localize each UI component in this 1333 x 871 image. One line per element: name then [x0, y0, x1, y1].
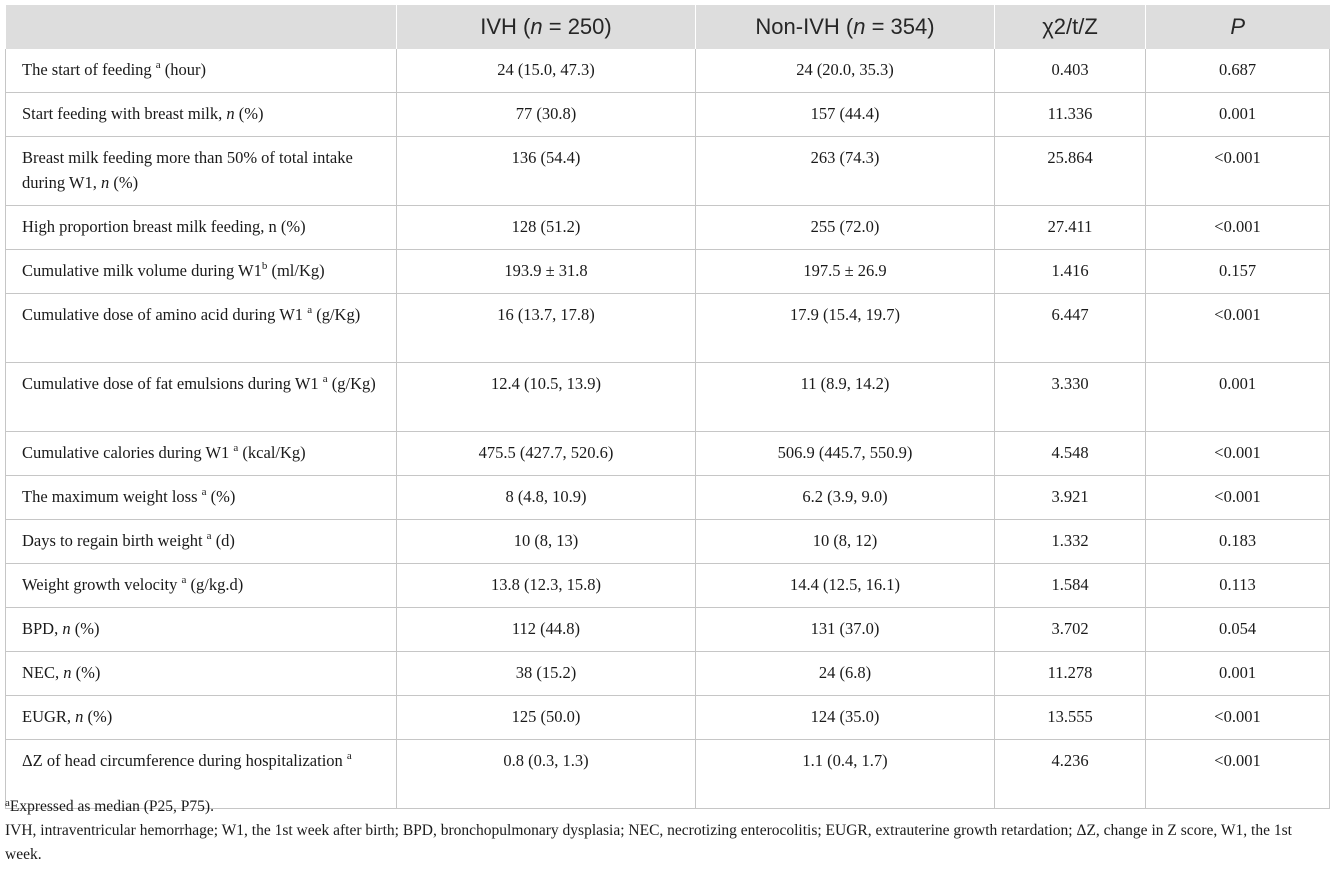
cell-statistic: 13.555	[995, 696, 1146, 740]
row-label	[6, 93, 397, 137]
table-row	[6, 696, 1330, 740]
row-label-part: (%)	[83, 707, 113, 726]
cell-ivh: 475.5 (427.7, 520.6)	[397, 432, 696, 476]
row-label-part: n	[226, 104, 235, 123]
cell-non-ivh: 131 (37.0)	[696, 608, 995, 652]
table-row	[6, 363, 1330, 432]
row-label-part: (%)	[206, 487, 236, 506]
table-row	[6, 432, 1330, 476]
row-label-part: a	[307, 304, 313, 316]
footnote-a: $^a$Expressed as median (P25, P75).	[5, 797, 214, 815]
cell-ivh: 24 (15.0, 47.3)	[397, 49, 696, 93]
cell-p-value: 0.687	[1146, 49, 1330, 93]
row-label-part: Cumulative dose of amino acid during W1	[22, 305, 308, 324]
row-label	[6, 432, 397, 476]
cell-statistic: 3.921	[995, 476, 1146, 520]
cell-statistic: 3.330	[995, 363, 1146, 432]
cell-p-value: <0.001	[1146, 696, 1330, 740]
cell-statistic: 6.447	[995, 294, 1146, 363]
row-label-part: ΔZ of head circumference during hospitalization	[22, 751, 347, 770]
row-label-part: b	[261, 260, 268, 272]
cell-non-ivh: 24 (6.8)	[696, 652, 995, 696]
cell-statistic: 11.278	[995, 652, 1146, 696]
row-label	[6, 137, 397, 206]
cell-ivh: 0.8 (0.3, 1.3)	[397, 740, 696, 809]
cell-ivh: 12.4 (10.5, 13.9)	[397, 363, 696, 432]
table-row	[6, 608, 1330, 652]
table-row	[6, 294, 1330, 363]
row-label-part: BPD,	[22, 619, 63, 638]
cell-ivh: 77 (30.8)	[397, 93, 696, 137]
cell-statistic: 1.584	[995, 564, 1146, 608]
table-row	[6, 49, 1330, 93]
cell-statistic: 4.236	[995, 740, 1146, 809]
row-label	[6, 564, 397, 608]
table-row	[6, 476, 1330, 520]
cell-p-value: 0.054	[1146, 608, 1330, 652]
row-label-part: Cumulative calories during W1	[22, 443, 234, 462]
cell-p-value: 0.113	[1146, 564, 1330, 608]
cell-statistic: 1.332	[995, 520, 1146, 564]
cell-statistic: 4.548	[995, 432, 1146, 476]
cell-ivh: 10 (8, 13)	[397, 520, 696, 564]
cell-non-ivh: 6.2 (3.9, 9.0)	[696, 476, 995, 520]
table-header-row	[6, 5, 1330, 49]
cell-p-value: 0.001	[1146, 93, 1330, 137]
cell-statistic: 27.411	[995, 206, 1146, 250]
row-label	[6, 652, 397, 696]
row-label	[6, 520, 397, 564]
cell-non-ivh: 157 (44.4)	[696, 93, 995, 137]
cell-statistic: 0.403	[995, 49, 1146, 93]
row-label-part: The start of feeding	[22, 60, 156, 79]
table-row	[6, 93, 1330, 137]
row-label	[6, 294, 397, 363]
row-label-part: (%)	[70, 619, 100, 638]
cell-non-ivh: 197.5 ± 26.9	[696, 250, 995, 294]
header-blank	[6, 5, 397, 49]
row-label-part: Weight growth velocity	[22, 575, 182, 594]
table-row	[6, 250, 1330, 294]
row-label-part: a	[181, 574, 187, 586]
cell-ivh: 13.8 (12.3, 15.8)	[397, 564, 696, 608]
row-label-part: (d)	[211, 531, 235, 550]
row-label-part: (hour)	[160, 60, 207, 79]
cell-non-ivh: 263 (74.3)	[696, 137, 995, 206]
row-label-part: a	[155, 59, 161, 71]
cell-ivh: 38 (15.2)	[397, 652, 696, 696]
row-label-part: n	[63, 663, 72, 682]
table-row	[6, 652, 1330, 696]
row-label	[6, 476, 397, 520]
row-label-part: (%)	[71, 663, 101, 682]
row-label	[6, 250, 397, 294]
cell-p-value: 0.183	[1146, 520, 1330, 564]
row-label-part: Start feeding with breast milk,	[22, 104, 227, 123]
cell-statistic: 1.416	[995, 250, 1146, 294]
cell-non-ivh: 124 (35.0)	[696, 696, 995, 740]
row-label-part: (%)	[109, 173, 139, 192]
cell-statistic: 3.702	[995, 608, 1146, 652]
row-label-part: (kcal/Kg)	[238, 443, 306, 462]
row-label	[6, 206, 397, 250]
row-label-part: a	[346, 750, 352, 762]
cell-p-value: <0.001	[1146, 206, 1330, 250]
row-label-part: Cumulative milk volume during W1	[22, 261, 262, 280]
row-label-part: a	[233, 442, 239, 454]
cell-non-ivh: 506.9 (445.7, 550.9)	[696, 432, 995, 476]
header-non-ivh: Non-IVH (n = 354)	[696, 5, 995, 49]
cell-ivh: 8 (4.8, 10.9)	[397, 476, 696, 520]
row-label-part: (g/Kg)	[327, 374, 376, 393]
row-label-part: n	[75, 707, 84, 726]
cell-p-value: <0.001	[1146, 137, 1330, 206]
row-label-part: (g/Kg)	[312, 305, 361, 324]
row-label-part: (%)	[234, 104, 264, 123]
row-label-part: n	[100, 173, 110, 192]
row-label	[6, 608, 397, 652]
cell-non-ivh: 14.4 (12.5, 16.1)	[696, 564, 995, 608]
cell-p-value: 0.001	[1146, 652, 1330, 696]
row-label-part: (g/kg.d)	[186, 575, 244, 594]
cell-non-ivh: 11 (8.9, 14.2)	[696, 363, 995, 432]
row-label-part: a	[322, 373, 328, 385]
row-label-part: a	[206, 530, 212, 542]
cell-statistic: 11.336	[995, 93, 1146, 137]
cell-p-value: <0.001	[1146, 294, 1330, 363]
cell-non-ivh: 24 (20.0, 35.3)	[696, 49, 995, 93]
row-label-part: EUGR,	[22, 707, 76, 726]
header-p-value: P	[1146, 5, 1330, 49]
row-label	[6, 49, 397, 93]
header-ivh: IVH (n = 250)	[397, 5, 696, 49]
table-row	[6, 564, 1330, 608]
row-label-part: Cumulative dose of fat emulsions during W1	[22, 374, 323, 393]
row-label	[6, 363, 397, 432]
cell-p-value: <0.001	[1146, 432, 1330, 476]
row-label	[6, 696, 397, 740]
table-footnotes	[5, 795, 1329, 867]
cell-p-value: <0.001	[1146, 476, 1330, 520]
row-label-part: a	[201, 486, 207, 498]
row-label-part: NEC,	[22, 663, 64, 682]
table-row	[6, 206, 1330, 250]
cell-ivh: 193.9 ± 31.8	[397, 250, 696, 294]
cell-non-ivh: 1.1 (0.4, 1.7)	[696, 740, 995, 809]
cell-p-value: 0.001	[1146, 363, 1330, 432]
row-label-part: High proportion breast milk feeding, n (%)	[22, 217, 306, 236]
cell-non-ivh: 255 (72.0)	[696, 206, 995, 250]
header-statistic: χ2/t/Z	[995, 5, 1146, 49]
cell-ivh: 136 (54.4)	[397, 137, 696, 206]
row-label-part: (ml/Kg)	[267, 261, 325, 280]
cell-ivh: 16 (13.7, 17.8)	[397, 294, 696, 363]
row-label-part: Days to regain birth weight	[22, 531, 207, 550]
results-table	[5, 5, 1330, 809]
cell-statistic: 25.864	[995, 137, 1146, 206]
table-body	[6, 49, 1330, 809]
cell-non-ivh: 10 (8, 12)	[696, 520, 995, 564]
cell-ivh: 112 (44.8)	[397, 608, 696, 652]
cell-p-value: <0.001	[1146, 740, 1330, 809]
row-label-part: The maximum weight loss	[22, 487, 202, 506]
cell-p-value: 0.157	[1146, 250, 1330, 294]
table-row	[6, 520, 1330, 564]
row-label-part: n	[62, 619, 71, 638]
cell-ivh: 128 (51.2)	[397, 206, 696, 250]
cell-ivh: 125 (50.0)	[397, 696, 696, 740]
cell-non-ivh: 17.9 (15.4, 19.7)	[696, 294, 995, 363]
row-label-part: Breast milk feeding more than 50% of total intake during W1,	[22, 148, 353, 192]
footnote-abbreviations: IVH, intraventricular hemorrhage; W1, the 1st week after birth; BPD, bronchopulmonary dysplasia; NEC, necrotizing enterocolitis; EUGR, extrauterine growth retardation; ΔZ, change in Z score, W1, the 1st week.	[5, 822, 1292, 863]
table-row	[6, 137, 1330, 206]
